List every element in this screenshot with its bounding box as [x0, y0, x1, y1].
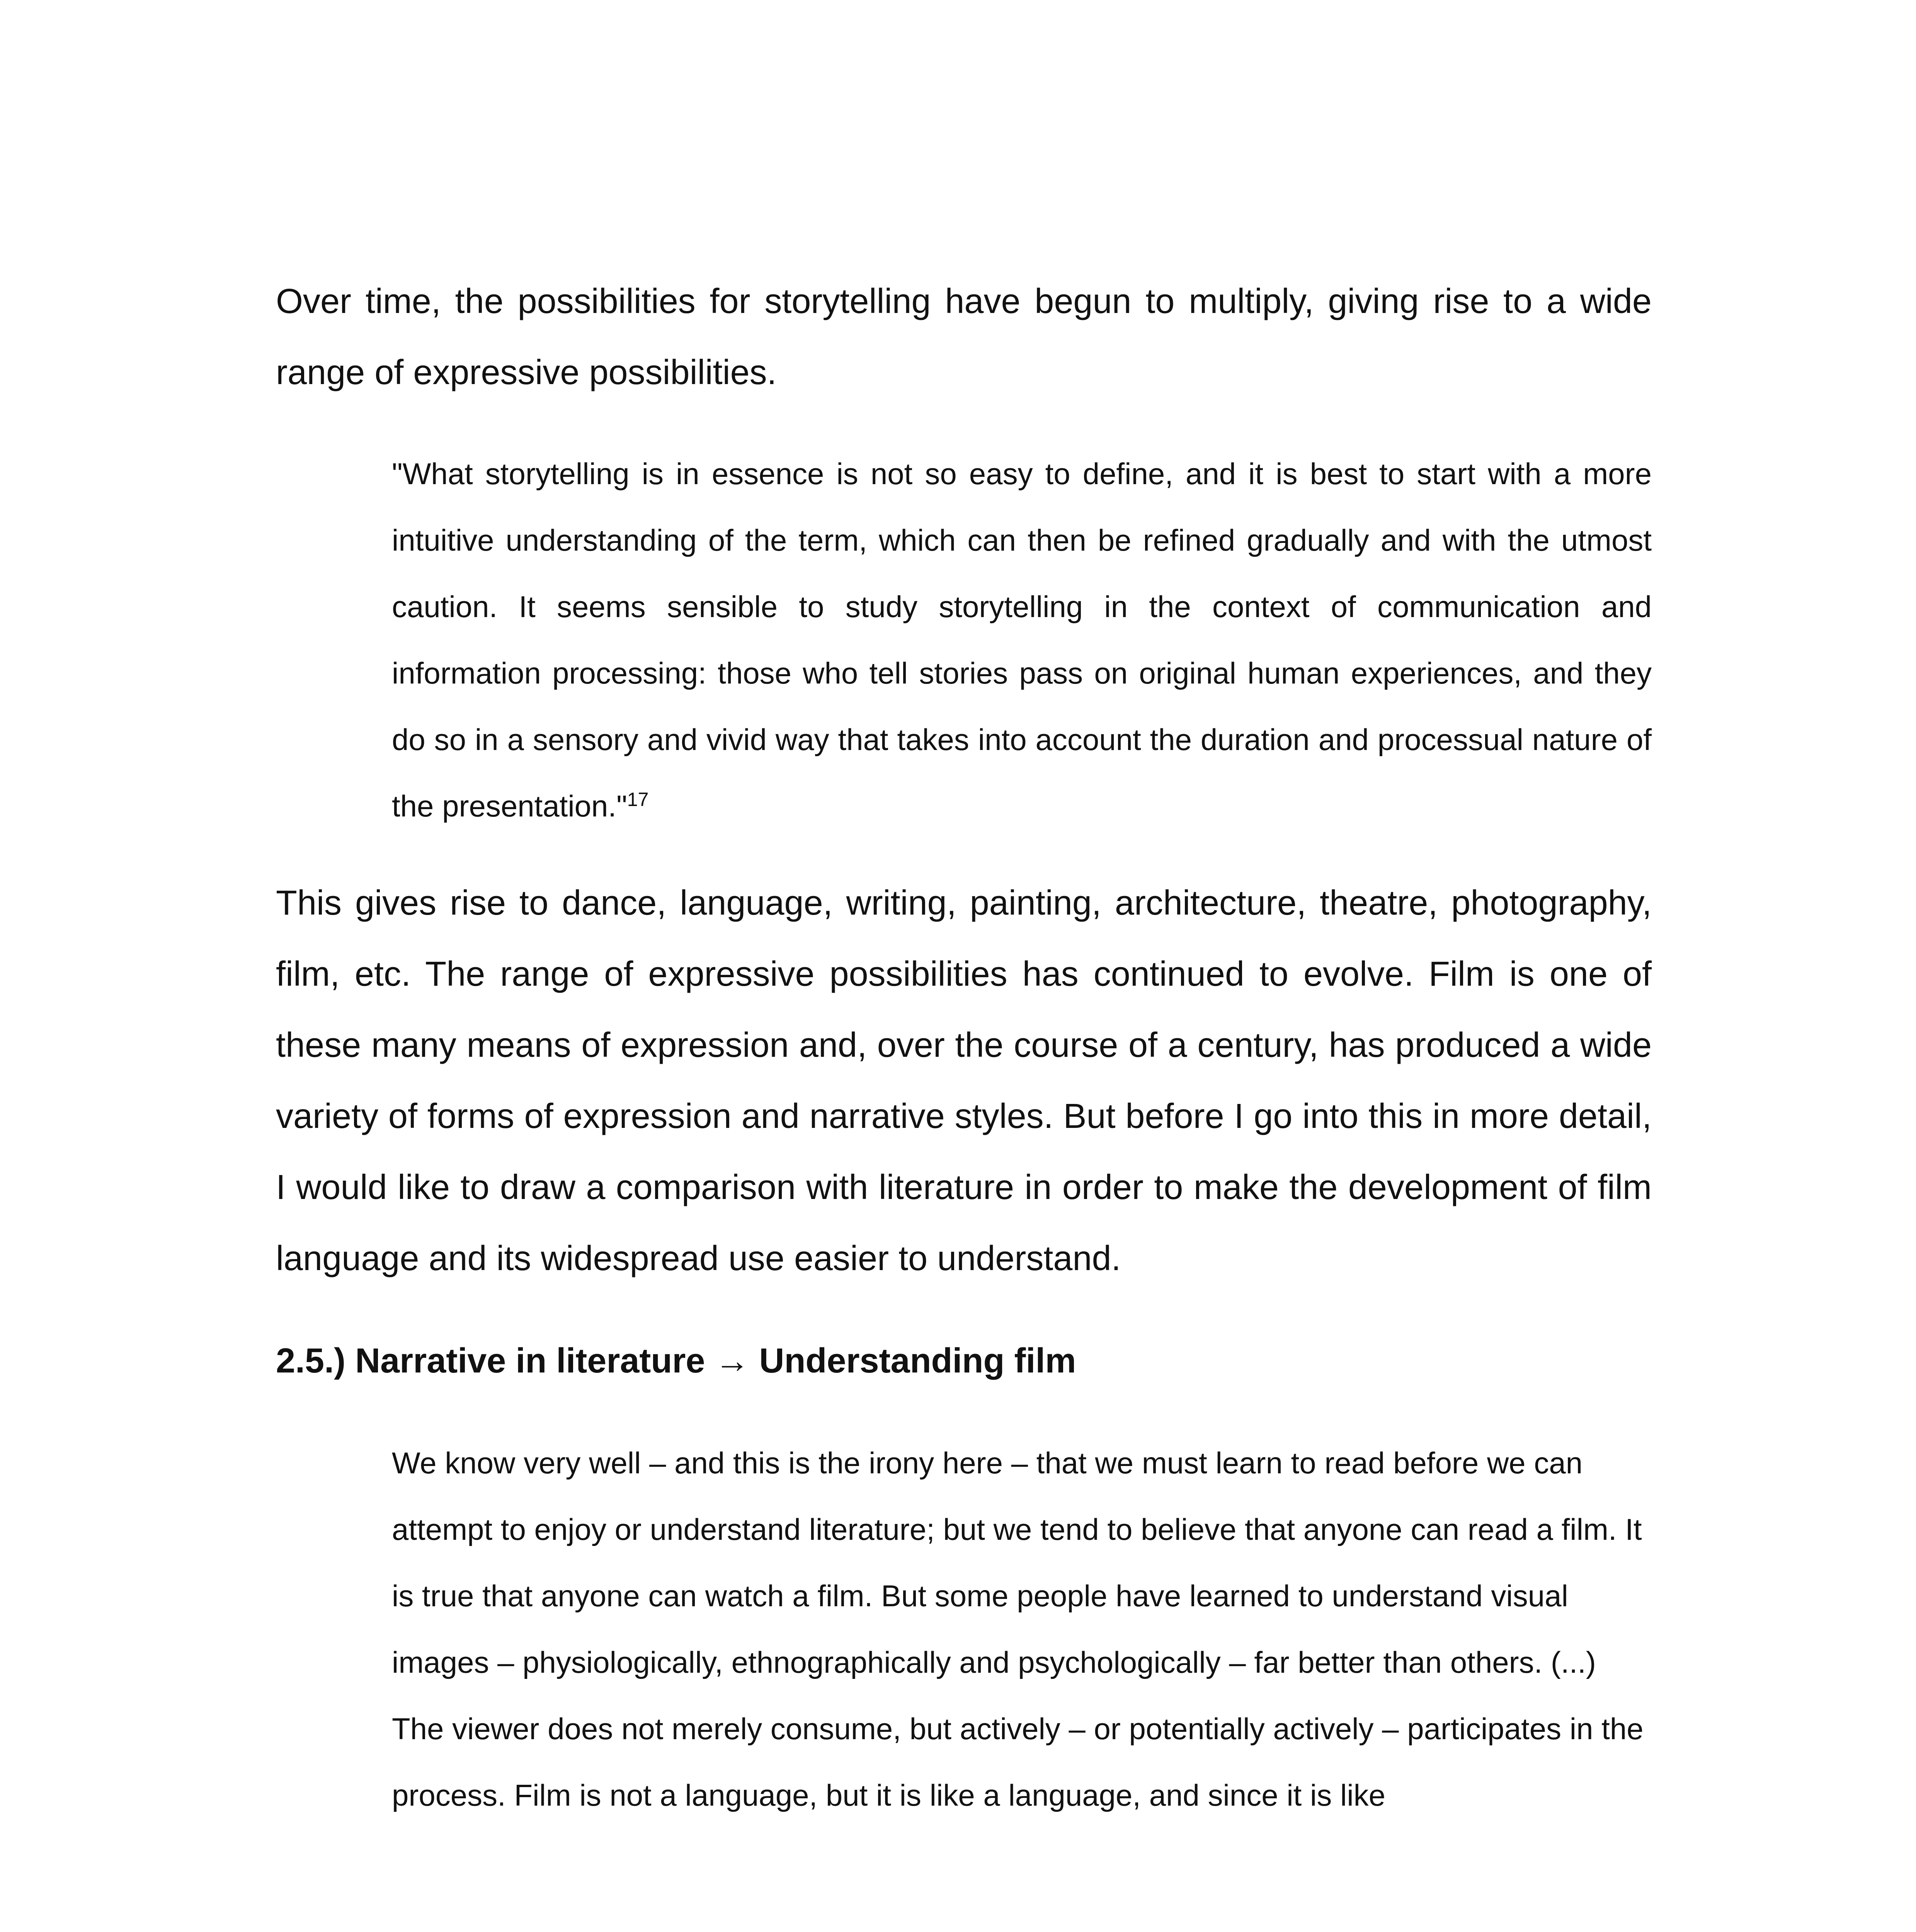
- block-quote-film-language: We know very well – and this is the irony here – that we must learn to read before we can attempt to enjoy or understand literature; but we tend to believe that anyone can read a film. It is true that anyone can watch a film. But some people have learned to understand visual images – physiologically, ethnographically and psychologically – far better than others. (...) The viewer does not merely consume, but actively – or potentially actively – participates in the process. Film is not a language, but it is like a language, and since it is like: [392, 1446, 1644, 1812]
- body-paragraph-expression: This gives rise to dance, language, writing, painting, architecture, theatre, photography, film, etc. The range of expressive possibilities has continued to evolve. Film is one of these many means of expression and, over the course of a century, has produced a wide variety of forms of expression and narrative styles. But before I go into this in more detail, I would like to draw a comparison with literature in order to make the development of film language and its widespread use easier to understand.: [276, 884, 1652, 1278]
- intro-paragraph: Over time, the possibilities for storytelling have begun to multiply, giving rise to a wide range of expressive possibilities.: [276, 282, 1652, 392]
- section-heading: 2.5.) Narrative in literature → Understanding film: [276, 1342, 1076, 1380]
- block-quote-storytelling-text: "What storytelling is in essence is not so easy to define, and it is best to start with a more intuitive understanding of the term, which can then be refined gradually and with the utmost caution. It seems sensible to study storytelling in the context of communication and information processing: those who tell stories pass on original human experiences, and they do so in a sensory and vivid way that takes into account the duration and processual nature of the presentation.": [392, 457, 1652, 823]
- block-quote-storytelling: [392, 440, 1652, 839]
- footnote-reference-17[interactable]: 17: [627, 789, 649, 810]
